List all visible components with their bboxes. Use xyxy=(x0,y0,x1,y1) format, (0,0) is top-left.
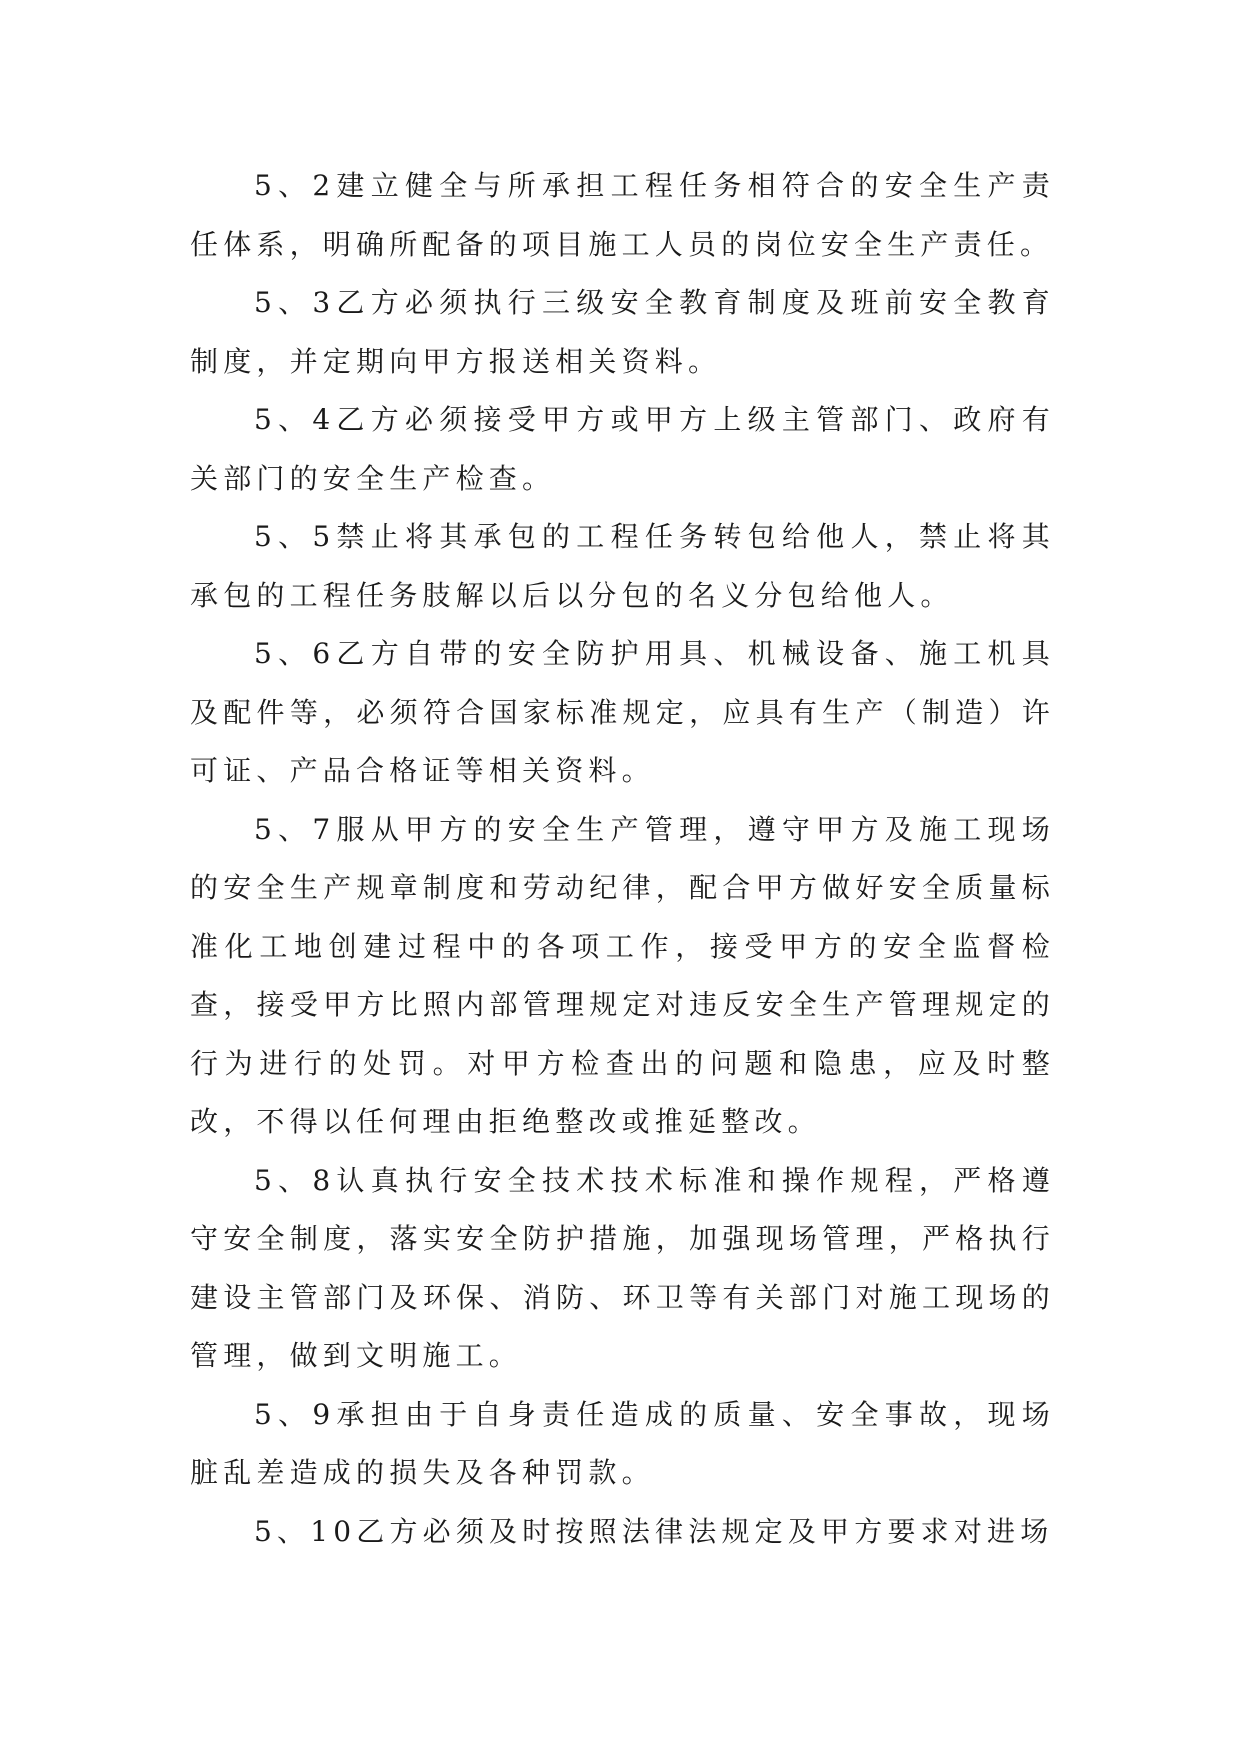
clause-5-3: 5、3乙方必须执行三级安全教育制度及班前安全教育制度，并定期向甲方报送相关资料。 xyxy=(190,286,1055,378)
clause-5-7: 5、7服从甲方的安全生产管理，遵守甲方及施工现场的安全生产规章制度和劳动纪律，配合甲方做好安全质量标准化工地创建过程中的各项工作，接受甲方的安全监督检查，接受甲方比照内部管理规定对违反安全生产管理规定的行为进行的处罚。对甲方检查出的问题和隐患，应及时整改，不得以任何理由拒绝整改或推延整改。 xyxy=(190,812,1055,1138)
clause-5-9: 5、9承担由于自身责任造成的质量、安全事故，现场脏乱差造成的损失及各种罚款。 xyxy=(190,1397,1055,1489)
clause-5-10: 5、10乙方必须及时按照法律法规定及甲方要求对进场 xyxy=(254,1514,1054,1548)
clause-5-6: 5、6乙方自带的安全防护用具、机械设备、施工机具及配件等，必须符合国家标准规定，应具有生产（制造）许可证、产品合格证等相关资料。 xyxy=(190,637,1055,787)
clause-5-2: 5、2建立健全与所承担工程任务相符合的安全生产责任体系，明确所配备的项目施工人员的岗位安全生产责任。 xyxy=(190,169,1055,261)
clause-5-4: 5、4乙方必须接受甲方或甲方上级主管部门、政府有关部门的安全生产检查。 xyxy=(190,403,1055,495)
clause-5-8: 5、8认真执行安全技术技术标准和操作规程，严格遵守安全制度，落实安全防护措施，加强现场管理，严格执行建设主管部门及环保、消防、环卫等有关部门对施工现场的管理，做到文明施工。 xyxy=(190,1163,1055,1372)
document-body xyxy=(190,157,1055,1561)
clause-5-5: 5、5禁止将其承包的工程任务转包给他人，禁止将其承包的工程任务肢解以后以分包的名义分包给他人。 xyxy=(190,520,1055,612)
